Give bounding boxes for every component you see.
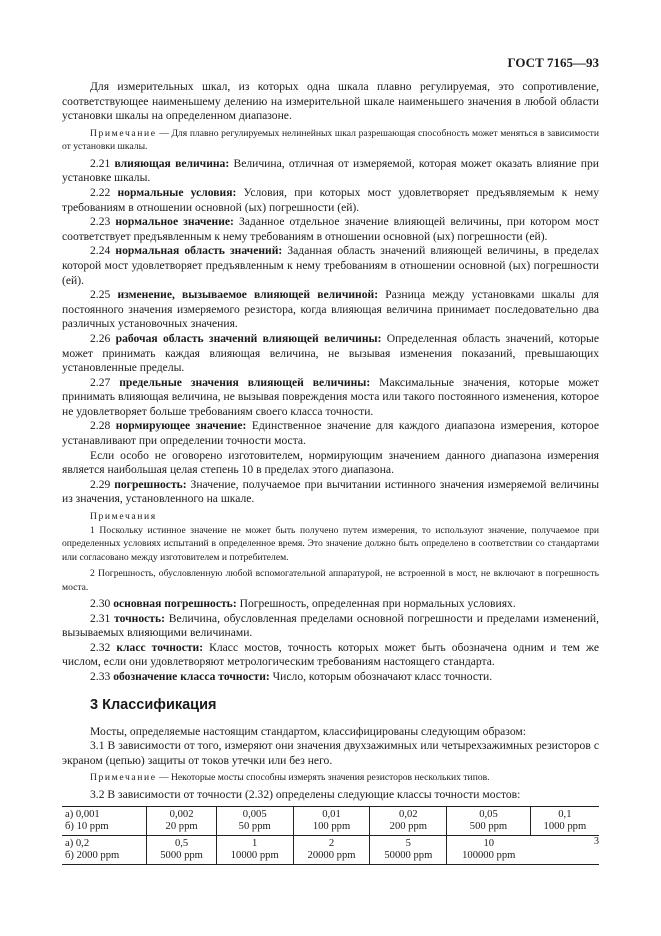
item-number: 2.24 [90,244,111,258]
item-term: изменение, вызываемое влияющей величиной: [117,288,379,302]
definitions-list-2 [62,597,599,685]
item-text: Разница между установками шкалы для постоянного значения измеряемого резистора, когда влияющая величина принимает последовательно два различных установочных значения. [62,288,599,331]
table-row [62,850,599,865]
item-term: предельные значения влияющей величины: [119,375,371,389]
item-text: Заданная область значений влияющей величины, в пределах которой мост удовлетворяет предъявленным к нему требованиям в отношении основной (ых) погрешности (ей). [62,244,599,287]
item-text: Значение, получаемое при вычитании истинного значения измеряемой величины из значения, установленного на шкале. [62,477,599,506]
note-label: Примечание [90,127,157,139]
item-text: Класс мостов, точность которых может быть обозначена одним и тем же числом, если они удовлетворяют метрологическим требованиям настоящего стандарта. [62,640,599,669]
definitions-list [62,157,599,449]
item-term: нормальная область значений: [115,244,283,258]
table-cell: 100 ppm [293,821,370,836]
table-cell: 0,01 [293,807,370,822]
para-228b: Если особо не оговорено изготовителем, нормирующим значением данного диапазона измерения является наибольшая целая степень 10 в пределах этого диапазона. [62,448,599,477]
table-cell: 50 ppm [216,821,293,836]
definition-2-28 [62,419,599,448]
accuracy-classes-table [62,806,599,865]
table-cell: 0,002 [147,807,216,822]
item-term: нормирующее значение: [115,419,247,433]
section-p2: 3.1 В зависимости от того, измеряют они значения двухзажимных или четырехзажимных резисторов с экраном (цепью) защиты от токов утечки или без него. [62,739,599,767]
table-cell: 2 [293,836,370,851]
item-number: 2.30 [90,597,111,611]
table-row [62,836,599,851]
table-row [62,821,599,836]
table-cell: 200 ppm [370,821,447,836]
table-cell: 1000 ppm [530,821,599,836]
item-number: 2.29 [90,477,111,491]
doc-code: ГОСТ 7165—93 [507,55,599,70]
page-number: 3 [594,836,599,847]
table-cell: 10000 ppm [216,850,293,865]
item-number: 2.27 [90,375,111,389]
definition-2-32 [62,641,599,670]
item-text: Единственное значение для каждого диапазона измерения, которое устанавливают при определении точности моста. [62,419,599,448]
item-number: 2.25 [90,288,111,302]
table-cell: а) 0,2 [62,836,147,851]
note-1: 1 Поскольку истинное значение не может быть получено путем измерения, то используют значение, получаемое при определенных условиях испытаний в определенное время. Это значение должно быть определено в соответствии со стандартами или согласовано между изготовителем и потребителем. [62,524,599,563]
table-row [62,807,599,822]
item-number: 2.23 [90,215,111,229]
section-p1: Мосты, определяемые настоящим стандартом, классифицированы следующим образом: [90,724,526,738]
item-term: нормальные условия: [117,185,237,199]
table-cell: 1 [216,836,293,851]
table-cell: 5000 ppm [147,850,216,865]
notes-label-text: Примечания [90,511,157,523]
item-term: класс точности: [116,640,204,654]
item-number: 2.21 [90,156,111,170]
item-number: 2.31 [90,611,111,625]
notes-label [62,510,599,524]
note-label: Примечание [90,772,157,784]
item-text: Заданное отдельное значение влияющей величины, при котором мост соответствует предъявленным к нему требованиям в отношении основной (ых) погрешности (ей). [62,215,599,243]
note-text: — Некоторые мосты способны измерять значения резисторов нескольких типов. [156,772,490,784]
table-cell: 10 [447,836,531,851]
section-note [62,771,599,785]
table-cell: б) 2000 ppm [62,850,147,865]
definition-2-30 [62,597,599,612]
item-term: рабочая область значений влияющей величины: [115,331,382,345]
definition-2-21 [62,157,599,186]
table-cell: 0,5 [147,836,216,851]
item-number: 2.32 [90,640,111,654]
table-cell: 100000 ppm [447,850,531,865]
item-text: Число, которым обозначают класс точности. [269,670,493,683]
section-title: 3 Классификация [90,696,217,713]
item-text: Условия, при которых мост удовлетворяет предъявляемым к нему требованиям в отношении основной (ых) погрешности (ей). [62,185,599,214]
section-p3: 3.2 В зависимости от точности (2.32) определены следующие классы точности мостов: [90,787,521,801]
item-number: 2.28 [90,419,111,433]
page-content [62,80,599,865]
intro-note [62,127,599,154]
item-number: 2.33 [90,670,111,683]
note-text: — Для плавно регулируемых нелинейных шкал разрешающая способность может меняться в зависимости от установки шкалы. [62,127,599,153]
item-text: Величина, обусловленная пределами основной погрешности и пределами изменений, вызываемых влияющими величинами. [62,611,599,640]
intro-paragraph: Для измерительных шкал, из которых одна шкала плавно регулируемая, это сопротивление, соответствующее наименьшему делению на измерительной шкале наименьшего значения в любой области установки шкалы на определенном диапазоне. [62,80,599,123]
table-cell: 5 [370,836,447,851]
item-text: Определенная область значений, которые может принимать каждая влияющая величина, не вызывая изменения показаний, превышающих установленные пределы. [62,331,599,375]
definition-2-26 [62,332,599,376]
definition-2-33 [62,670,599,685]
table-cell: а) 0,001 [62,807,147,822]
definition-2-27 [62,376,599,420]
item-term: нормальное значение: [115,215,234,229]
item-term: основная погрешность: [113,597,237,611]
definition-2-23 [62,215,599,244]
item-term: обозначение класса точности: [113,670,270,683]
definition-2-25 [62,288,599,332]
table-cell: 20000 ppm [293,850,370,865]
table-cell: 0,05 [447,807,531,822]
table-cell: б) 10 ppm [62,821,147,836]
item-term: погрешность: [114,477,187,491]
item-term: влияющая величина: [114,156,230,170]
item-number: 2.22 [90,185,111,199]
definition-2-24 [62,244,599,288]
item-text: Максимальные значения, которые может принимать влияющая величина, не вызывая повреждения моста или такого постоянного изменения, которое не удовлетворяет больше требованиям своего класса точности. [62,375,599,418]
table-cell: 0,1 [530,807,599,822]
item-term: точность: [114,611,165,625]
table-cell: 0,02 [370,807,447,822]
table-cell: 0,005 [216,807,293,822]
item-text: Погрешность, определенная при нормальных условиях. [236,597,516,611]
definition-2-22 [62,186,599,215]
definition-2-31 [62,612,599,641]
item-text: Величина, отличная от измеряемой, которая может оказать влияние при установке шкалы. [62,156,600,185]
table-cell: 50000 ppm [370,850,447,865]
item-number: 2.26 [90,331,111,345]
table-cell: 500 ppm [447,821,531,836]
table-cell: 20 ppm [147,821,216,836]
note-2: 2 Погрешность, обусловленную любой вспомогательной аппаратурой, не встроенной в мост, не включают в погрешность моста. [62,568,599,593]
item-229 [62,478,599,507]
